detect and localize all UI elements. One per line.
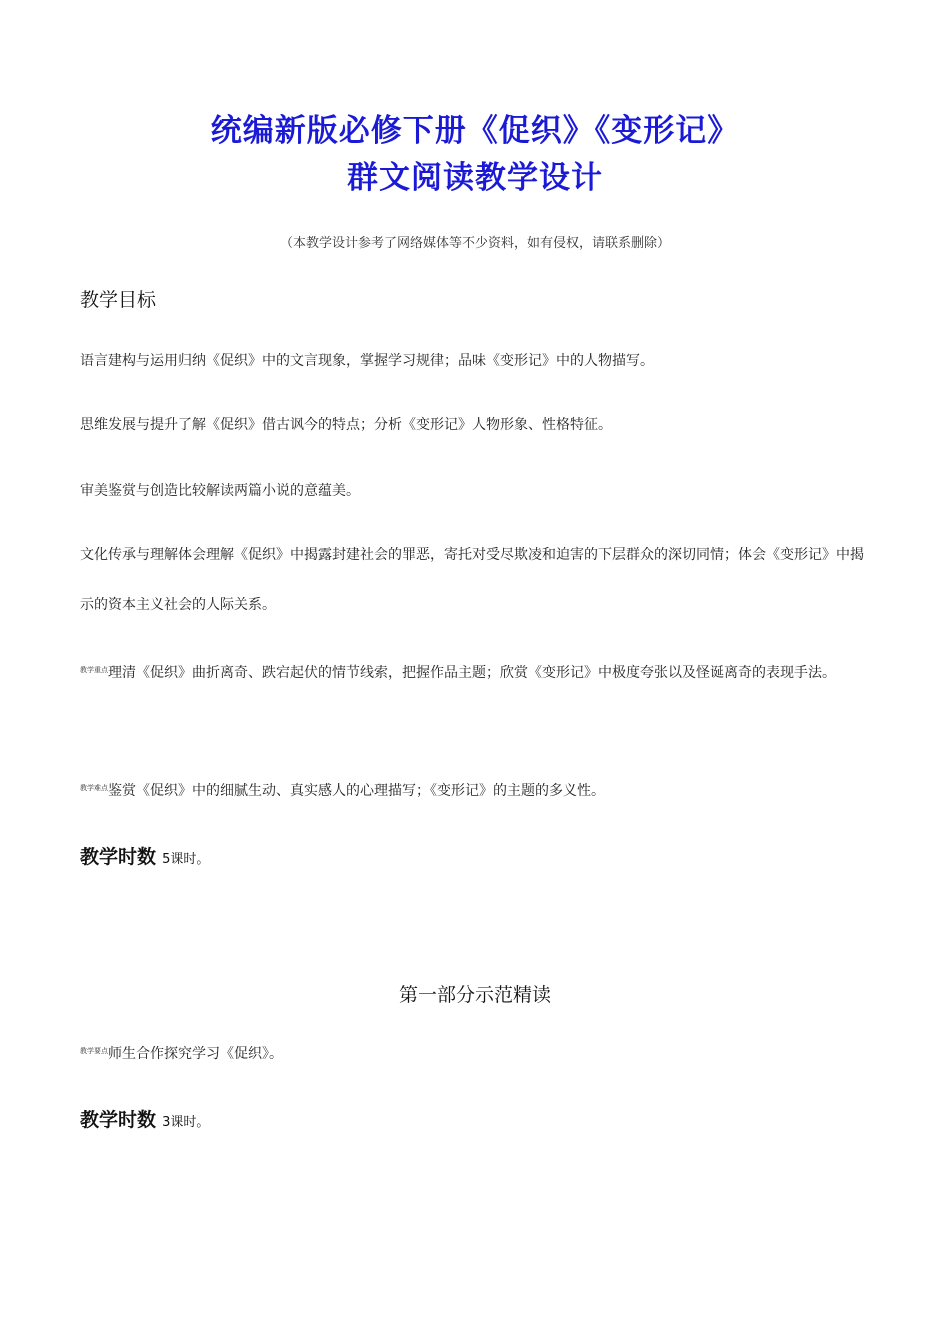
part1-hours-label: 教学时数 [80,1109,157,1131]
part1-hours-value: 3课时。 [162,1115,210,1130]
difficult-points-text: 鉴赏《促织》中的细腻生动、真实感人的心理描写；《变形记》的主题的多义性。 [108,783,605,799]
teaching-hours [80,842,209,869]
copyright-note: （本教学设计参考了网络媒体等不少资料，如有侵权，请联系删除） [279,236,670,251]
part1-key-label: 教学要点 [80,1047,108,1055]
part1-teaching-hours [80,1105,209,1132]
goals-heading: 教学目标 [80,289,157,311]
key-points-text: 理清《促织》曲折离奇、跌宕起伏的情节线索，把握作品主题；欣赏《变形记》中极度夸张以及怪诞离奇的表现手法。 [108,665,836,681]
goal-culture: 文化传承与理解体会理解《促织》中揭露封建社会的罪恶，寄托对受尽欺凌和迫害的下层群众的深切同情；体会《变形记》中揭示的资本主义社会的人际关系。 [80,547,864,613]
part1-title: 第一部分示范精读 [398,984,551,1006]
document-title-line-1: 统编新版必修下册《促织》《变形记》 [210,113,740,149]
goal-thinking: 思维发展与提升了解《促织》借古讽今的特点；分析《变形记》人物形象、性格特征。 [80,417,612,433]
difficult-points-label: 教学难点 [80,784,108,792]
goal-aesthetic: 审美鉴赏与创造比较解读两篇小说的意蕴美。 [80,483,360,499]
document-title-line-2: 群文阅读教学设计 [347,160,603,196]
part1-key-paragraph [80,1044,870,1064]
key-points-paragraph [80,648,870,698]
difficult-points-paragraph [80,781,870,801]
teaching-hours-value: 5课时。 [162,852,210,867]
goal-language: 语言建构与运用归纳《促织》中的文言现象，掌握学习规律；品味《变形记》中的人物描写。 [80,353,654,369]
teaching-hours-label: 教学时数 [80,846,157,868]
key-points-label: 教学重点 [80,666,108,674]
part1-key-text: 师生合作探究学习《促织》。 [108,1046,283,1062]
